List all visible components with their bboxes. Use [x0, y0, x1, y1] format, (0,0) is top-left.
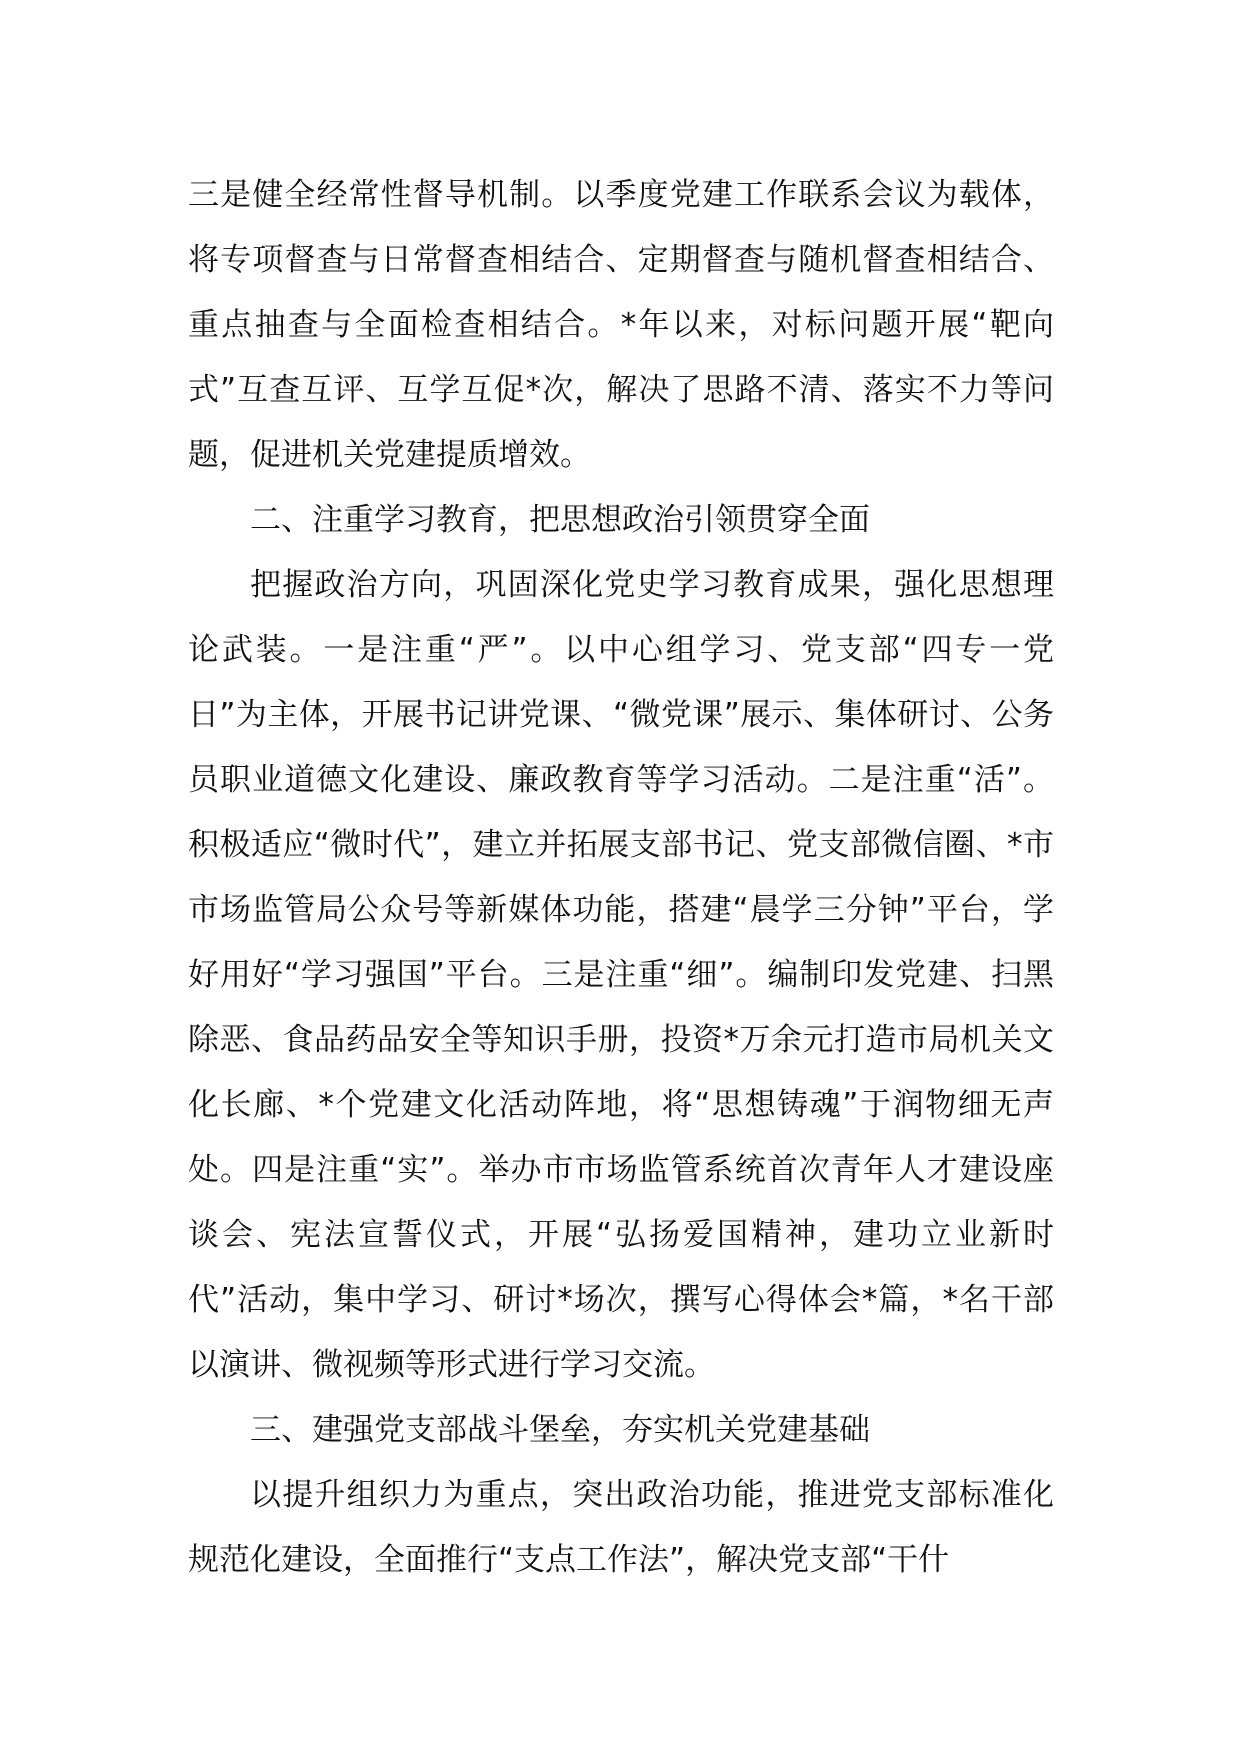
- paragraph-party-branch: 以提升组织力为重点，突出政治功能，推进党支部标准化规范化建设，全面推行“支点工作法”，解决党支部“干什: [188, 1477, 1054, 1578]
- paragraph-learning-education: 把握政治方向，巩固深化党史学习教育成果，强化思想理论武装。一是注重“严”。以中心组学习、党支部“四专一党日”为主体，开展书记讲党课、“微党课”展示、集体研讨、公务员职业道德文化建设、廉政教育等学习活动。二是注重“活”。积极适应“微时代”，建立并拓展支部书记、党支部微信圈、*市市场监管局公众号等新媒体功能，搭建“晨学三分钟”平台，学好用好“学习强国”平台。三是注重“细”。编制印发党建、扫黑除恶、食品药品安全等知识手册，投资*万余元打造市局机关文化长廊、*个党建文化活动阵地，将“思想铸魂”于润物细无声处。四是注重“实”。举办市市场监管系统首次青年人才建设座谈会、宪法宣誓仪式，开展“弘扬爱国精神，建功立业新时代”活动，集中学习、研讨*场次，撰写心得体会*篇，*名干部以演讲、微视频等形式进行学习交流。: [188, 567, 1054, 1383]
- paragraph-supervision-mechanism: 三是健全经常性督导机制。以季度党建工作联系会议为载体，将专项督查与日常督查相结合、定期督查与随机督查相结合、重点抽查与全面检查相结合。*年以来，对标问题开展“靶向式”互查互评、互学互促*次，解决了思路不清、落实不力等问题，促进机关党建提质增效。: [188, 177, 1054, 473]
- document-body: [188, 163, 1054, 1593]
- section-heading-3: 三、建强党支部战斗堡垒，夯实机关党建基础: [250, 1412, 870, 1448]
- section-heading-2: 二、注重学习教育，把思想政治引领贯穿全面: [250, 502, 870, 538]
